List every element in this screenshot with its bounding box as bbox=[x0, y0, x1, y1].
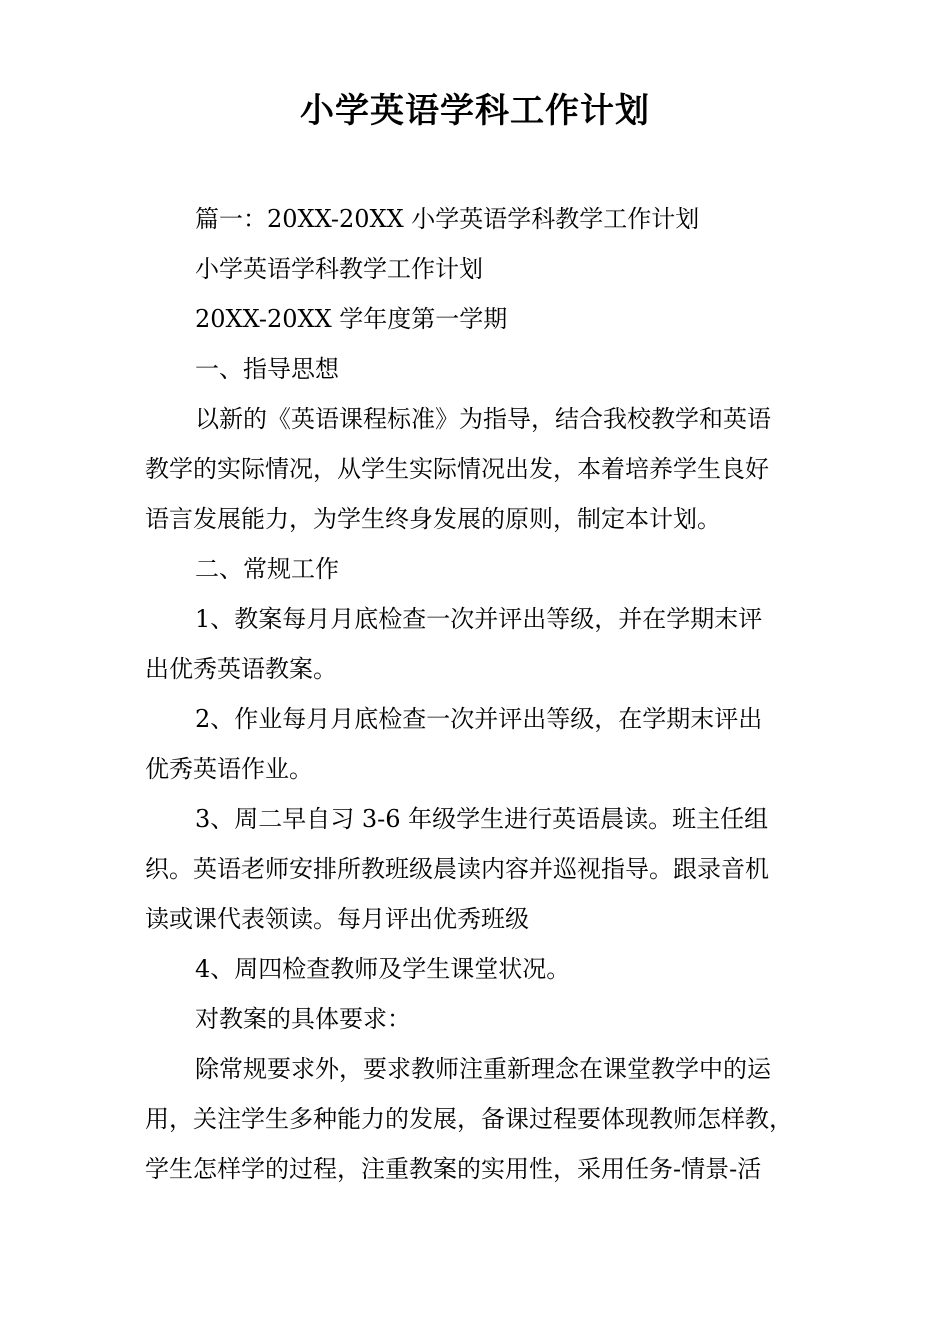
paragraph-line: 一、指导思想 bbox=[195, 355, 339, 383]
paragraph-line: 小学英语学科教学工作计划 bbox=[195, 255, 483, 283]
paragraph-line: 1、教案每月月底检查一次并评出等级，并在学期末评 bbox=[195, 605, 763, 633]
paragraph-line: 教学的实际情况，从学生实际情况出发，本着培养学生良好 bbox=[145, 455, 769, 483]
paragraph-line: 优秀英语作业。 bbox=[145, 755, 313, 783]
paragraph-line: 篇一：20XX-20XX 小学英语学科教学工作计划 bbox=[195, 205, 700, 233]
paragraph-line: 出优秀英语教案。 bbox=[145, 655, 337, 683]
paragraph-line: 以新的《英语课程标准》为指导，结合我校教学和英语 bbox=[195, 405, 771, 433]
paragraph-p7 bbox=[145, 594, 807, 694]
paragraph-line: 20XX-20XX 学年度第一学期 bbox=[195, 305, 508, 333]
paragraph-line: 2、作业每月月底检查一次并评出等级，在学期末评出 bbox=[195, 705, 763, 733]
paragraph-p4 bbox=[145, 344, 807, 394]
paragraph-p2 bbox=[145, 244, 807, 294]
paragraph-line: 二、常规工作 bbox=[195, 555, 339, 583]
paragraph-p11 bbox=[145, 994, 807, 1044]
paragraph-line: 织。英语老师安排所教班级晨读内容并巡视指导。跟录音机 bbox=[145, 855, 769, 883]
document-title: 小学英语学科工作计划 bbox=[300, 91, 650, 131]
paragraph-line: 3、周二早自习 3-6 年级学生进行英语晨读。班主任组 bbox=[195, 805, 769, 833]
paragraph-line: 4、周四检查教师及学生课堂状况。 bbox=[195, 955, 571, 983]
paragraph-p1 bbox=[145, 194, 807, 244]
paragraph-p8 bbox=[145, 694, 807, 794]
paragraph-p10 bbox=[145, 944, 807, 994]
paragraph-p12 bbox=[145, 1044, 807, 1194]
paragraph-p6 bbox=[145, 544, 807, 594]
paragraph-line: 学生怎样学的过程，注重教案的实用性，采用任务-情景-活 bbox=[145, 1155, 762, 1183]
paragraph-line: 除常规要求外，要求教师注重新理念在课堂教学中的运 bbox=[195, 1055, 771, 1083]
document-body bbox=[145, 194, 807, 1194]
paragraph-line: 用，关注学生多种能力的发展，备课过程要体现教师怎样教， bbox=[145, 1105, 793, 1133]
paragraph-line: 对教案的具体要求： bbox=[195, 1005, 411, 1033]
paragraph-p5 bbox=[145, 394, 807, 544]
paragraph-p9 bbox=[145, 794, 807, 944]
paragraph-p3 bbox=[145, 294, 807, 344]
paragraph-line: 语言发展能力，为学生终身发展的原则，制定本计划。 bbox=[145, 505, 721, 533]
paragraph-line: 读或课代表领读。每月评出优秀班级 bbox=[145, 905, 529, 933]
